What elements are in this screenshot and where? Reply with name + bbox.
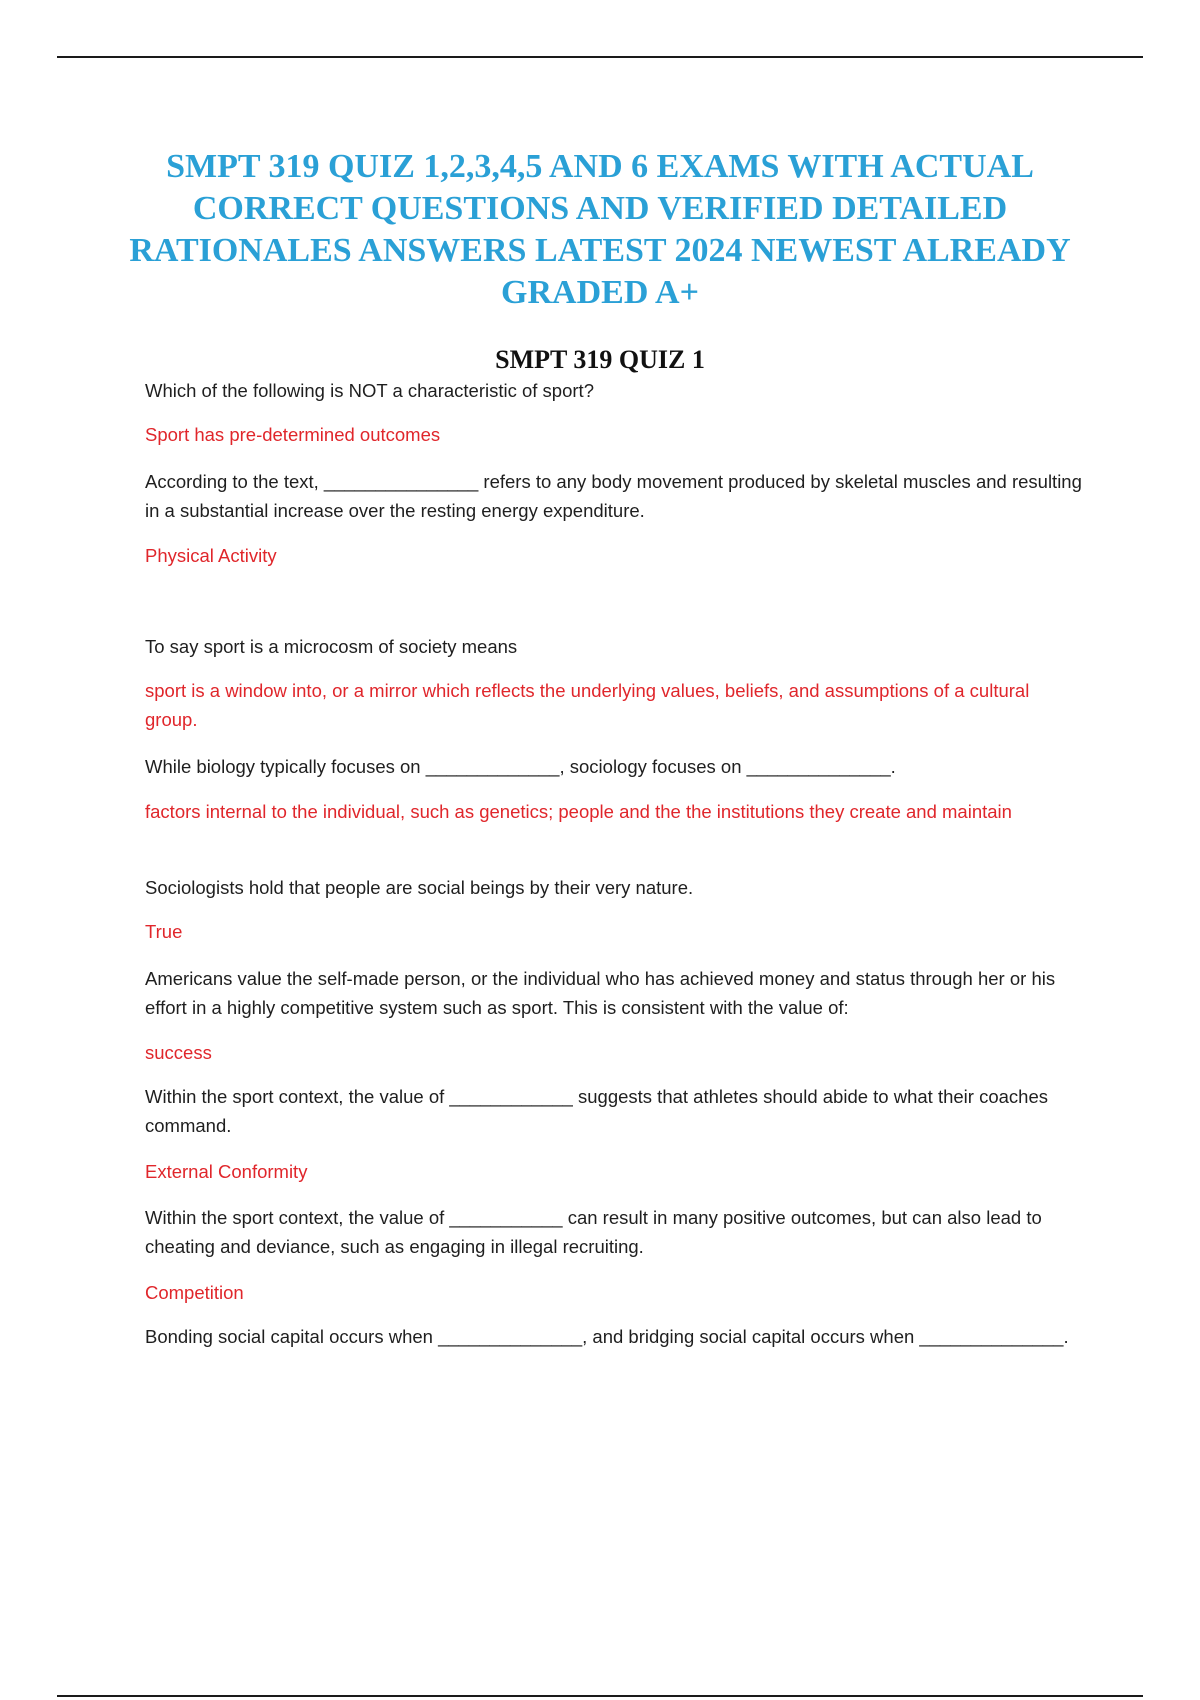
top-rule xyxy=(57,56,1143,58)
answer-text: Physical Activity xyxy=(145,545,277,566)
question-text: Sociologists hold that people are social beings by their very nature. xyxy=(145,877,694,898)
answer-text: success xyxy=(145,1042,212,1063)
question-text: Which of the following is NOT a characteristic of sport? xyxy=(145,380,594,401)
answer-text: factors internal to the individual, such as genetics; people and the the institutions they create and maintain xyxy=(145,801,1012,822)
answer-text: External Conformity xyxy=(145,1161,308,1182)
question-text: Within the sport context, the value of ____________ suggests that athletes should abide to what their coaches command. xyxy=(145,1086,1048,1136)
answer-text: sport is a window into, or a mirror which reflects the underlying values, beliefs, and assumptions of a cultural group. xyxy=(145,680,1030,730)
document-title: SMPT 319 QUIZ 1,2,3,4,5 AND 6 EXAMS WITH ACTUAL CORRECT QUESTIONS AND VERIFIED DETAILED RATIONALES ANSWERS LATEST 2024 NEWEST ALREADY GRADED A+ xyxy=(129,148,1071,311)
answer-text: True xyxy=(145,921,183,942)
section-heading: SMPT 319 QUIZ 1 xyxy=(495,345,705,374)
question-text: According to the text, _______________ refers to any body movement produced by skeletal muscles and resulting in a substantial increase over the resting energy expenditure. xyxy=(145,471,1082,521)
question-text: Americans value the self-made person, or the individual who has achieved money and status through her or his effort in a highly competitive system such as sport. This is consistent with the value of: xyxy=(145,968,1056,1018)
question-text: While biology typically focuses on _____________, sociology focuses on ______________. xyxy=(145,756,896,777)
question-text: Within the sport context, the value of ___________ can result in many positive outcomes, but can also lead to cheating and deviance, such as engaging in illegal recruiting. xyxy=(145,1207,1042,1257)
bottom-rule xyxy=(57,1695,1143,1697)
question-text: To say sport is a microcosm of society means xyxy=(145,636,518,657)
question-text: Bonding social capital occurs when ______________, and bridging social capital occurs when ______________. xyxy=(145,1326,1069,1347)
answer-text: Competition xyxy=(145,1282,244,1303)
answer-text: Sport has pre-determined outcomes xyxy=(145,424,441,445)
